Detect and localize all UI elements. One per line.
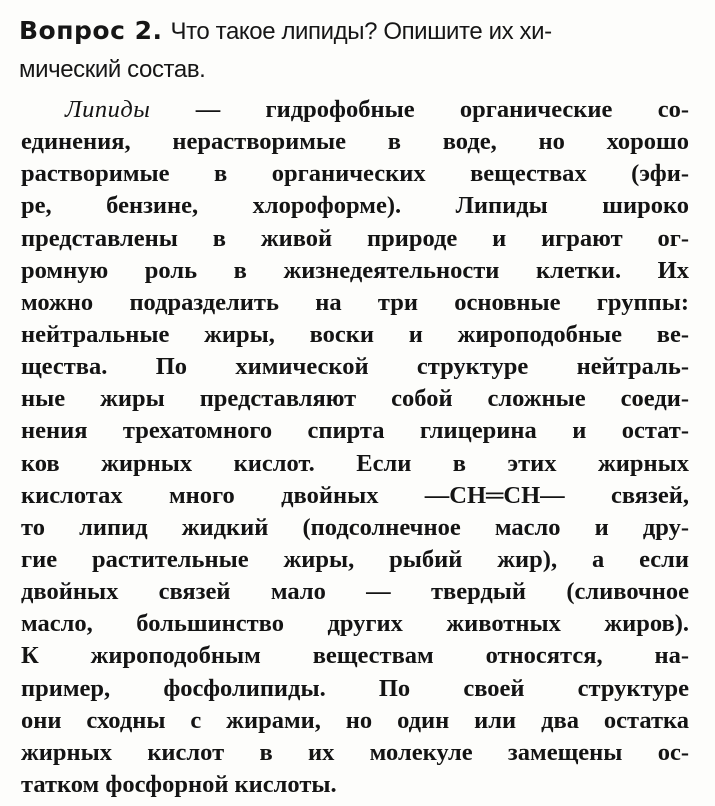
answer-line: нения трехатомного спирта глицерина и остат- <box>21 417 689 445</box>
answer-line: можно подразделить на три основные группы: <box>21 288 689 316</box>
question-text-line-2: мический состав. <box>19 56 206 83</box>
answer-line: представлены в живой природе и играют ог- <box>21 224 689 252</box>
answer-line: Липиды — гидрофобные органические со- <box>65 96 690 123</box>
answer-line: то липид жидкий (подсолнечное масло и дру- <box>21 513 689 541</box>
answer-line: гие растительные жиры, рыбий жир), а если <box>21 545 689 573</box>
answer-paragraph <box>21 94 689 801</box>
answer-term: Липиды <box>65 96 151 123</box>
answer-line: двойных связей мало — твердый (сливочное <box>21 578 689 606</box>
answer-line: К жироподобным веществам относятся, на- <box>21 642 689 670</box>
question-line-1 <box>19 13 715 49</box>
answer-line: ромную роль в жизнедеятельности клетки. Их <box>21 256 689 284</box>
question-line-2 <box>19 52 715 88</box>
question-number: Вопрос 2. <box>19 16 163 45</box>
answer-line: татком фосфорной кислоты. <box>21 770 337 798</box>
answer-line: кислотах много двойных —СН═СН— связей, <box>21 481 689 509</box>
answer-line: жирных кислот в их молекуле замещены ос- <box>21 738 689 766</box>
question-text-line-1: Что такое липиды? Опишите их хи- <box>170 18 552 45</box>
answer-line: ков жирных кислот. Если в этих жирных <box>21 449 689 477</box>
answer-line: ные жиры представляют собой сложные соеди- <box>21 385 689 413</box>
answer-line: растворимые в органических веществах (эфи- <box>21 160 689 188</box>
answer-line: щества. По химической структуре нейтраль- <box>21 353 689 381</box>
answer-line: они сходны с жирами, но один или два остатка <box>21 706 689 734</box>
answer-line: единения, нерастворимые в воде, но хорошо <box>21 128 689 156</box>
answer-line: ре, бензине, хлороформе). Липиды широко <box>21 192 689 220</box>
answer-line: пример, фосфолипиды. По своей структуре <box>21 674 689 702</box>
answer-line: масло, большинство других животных жиров). <box>21 610 689 638</box>
answer-line: нейтральные жиры, воски и жироподобные ве- <box>21 320 689 348</box>
